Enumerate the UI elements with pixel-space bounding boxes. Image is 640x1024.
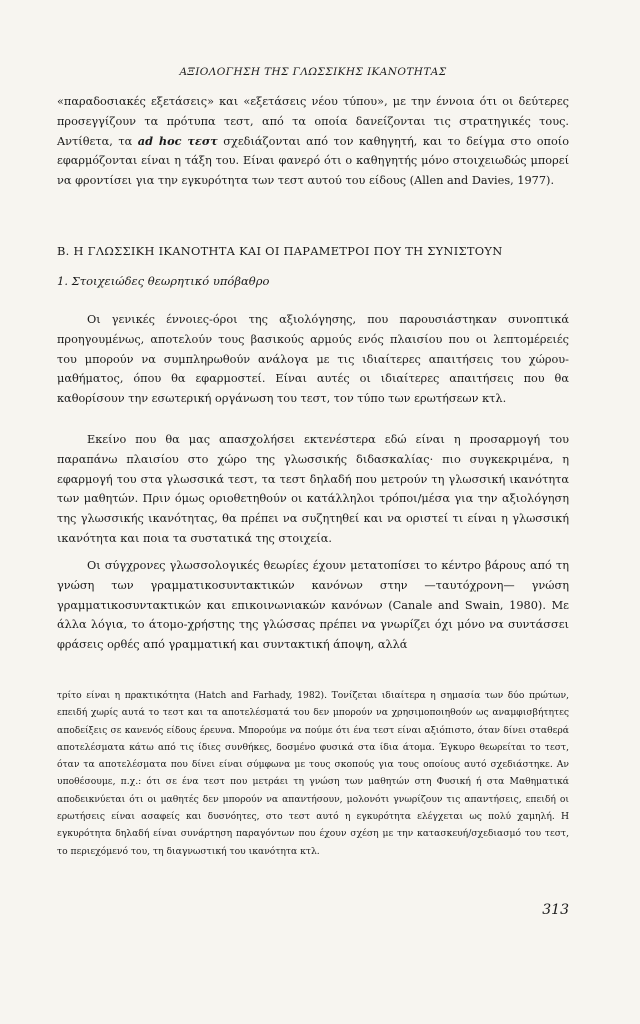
emphasis-ad-hoc: ad hoc τεστ xyxy=(137,133,218,148)
paragraph-text: «παραδοσιακές εξετάσεις» και «εξετάσεις νέου τύπου», με την έννοια ότι οι δεύτερες προσεγγίζουν τα πρότυπα τεστ, από τα οποία δανείζονται τις στρατηγικές τους. Αντίθετα, τα xyxy=(57,95,569,148)
section-heading: Β. Η ΓΛΩΣΣΙΚΗ ΙΚΑΝΟΤΗΤΑ ΚΑΙ ΟΙ ΠΑΡΑΜΕΤΡΟΙ ΠΟΥ ΤΗ ΣΥΝΙΣΤΟΥΝ xyxy=(57,244,503,258)
running-head: ΑΞΙΟΛΟΓΗΣΗ ΤΗΣ ΓΛΩΣΣΙΚΗΣ ΙΚΑΝΟΤΗΤΑΣ xyxy=(179,66,447,78)
page-number: 313 xyxy=(542,902,569,918)
subsection-heading: 1. Στοιχειώδες θεωρητικό υπόβαθρο xyxy=(57,274,270,288)
paragraph-linguistic-theories: Οι σύγχρονες γλωσσολογικές θεωρίες έχουν μετατοπίσει το κέντρο βάρους από τη γνώση των γραμματικοσυντακτικών κανόνων στην —ταυτόχρονη— γνώση γραμματικοσυντακτικών και επικοινωνιακών κανόνων (Canale and Swain, 1980). Με άλλα λόγια, το άτομο-χρήστης της γλώσσας πρέπει να γνωρίζει όχι μόνο να συντάσσει φράσεις ορθές από γραμματική και συντακτική άποψη, αλλά xyxy=(57,559,569,652)
footnote: τρίτο είναι η πρακτικότητα (Hatch and Farhady, 1982). Τονίζεται ιδιαίτερα η σημασία των δύο πρώτων, επειδή χωρίς αυτά το τεστ και τα αποτελέσματά του δεν μπορούν να χρησιμοποιηθούν ως αναμφισβήτητες αποδείξεις σε κανενός είδους έρευνα. Μπορούμε να πούμε ότι ένα τεστ είναι αξιόπιστο, όταν δίνει σταθερά αποτελέσματα κάτω από τις ίδιες συνθήκες, δοσμένο φυσικά στα ίδια άτομα. Έγκυρο θεωρείται το τεστ, όταν τα αποτελέσματα που δίνει είναι σύμφωνα με τους σκοπούς για τους οποίους αυτό σχεδιάστηκε. Αν υποθέσουμε, π.χ.: ότι σε ένα τεστ που μετράει τη γνώση των μαθητών στη Φυσική ή στα Μαθηματικά αποδεικνύεται ότι οι μαθητές δεν μπορούν να απαντήσουν, μολονότι γνωρίζουν τις απαντήσεις, επειδή οι ερωτήσεις είναι ασαφείς και δυσνόητες, στο τεστ αυτό η εγκυρότητα ελέγχεται ως πολύ χαμηλή. Η εγκυρότητα δηλαδή είναι συνάρτηση παραγόντων που έχουν σχέση με την κατασκευή/σχεδιασμό του τεστ, το περιεχόμενό του, τη διαγνωστική του ικανότητα κτλ. xyxy=(57,690,569,857)
paragraph-continued xyxy=(57,92,569,191)
paragraph-general-concepts: Οι γενικές έννοιες-όροι της αξιολόγησης, που παρουσιάστηκαν συνοπτικά προηγουμένως, αποτελούν τους βασικούς αρμούς ενός πλαισίου που οι λεπτομέρειές του μπορούν να συμπληρωθούν ανάλογα με τις ιδιαίτερες απαιτήσεις του χώρου-μαθήματος, όπου θα εφαρμοστεί. Είναι αυτές οι ιδιαίτερες απαιτήσεις που θα καθορίσουν την εσωτερική οργάνωση του τεστ, τον τύπο των ερωτήσεων κτλ. xyxy=(57,313,569,406)
paragraph-adaptation: Εκείνο που θα μας απασχολήσει εκτενέστερα εδώ είναι η προσαρμογή του παραπάνω πλαισίου στο χώρο της γλωσσικής διδασκαλίας· πιο συγκεκριμένα, η εφαρμογή του στα γλωσσικά τεστ, τα τεστ δηλαδή που μετρούν τη γλωσσική ικανότητα των μαθητών. Πριν όμως οριοθετηθούν οι κατάλληλοι τρόποι/μέσα για την αξιολόγηση της γλωσσικής ικανότητας, θα πρέπει να συζητηθεί και να οριστεί τι είναι η γλωσσική ικανότητα και ποια τα συστατικά της στοιχεία. xyxy=(57,433,569,545)
paragraph-text: σχεδιάζονται από τον καθηγητή, και το δείγμα στο οποίο εφαρμόζονται είναι η τάξη του. Είναι φανερό ότι ο καθηγητής μόνο στοιχειωδώς μπορεί να φροντίσει για την εγκυρότητα των τεστ αυτού του είδους (Allen and Davies, 1977). xyxy=(57,134,569,188)
